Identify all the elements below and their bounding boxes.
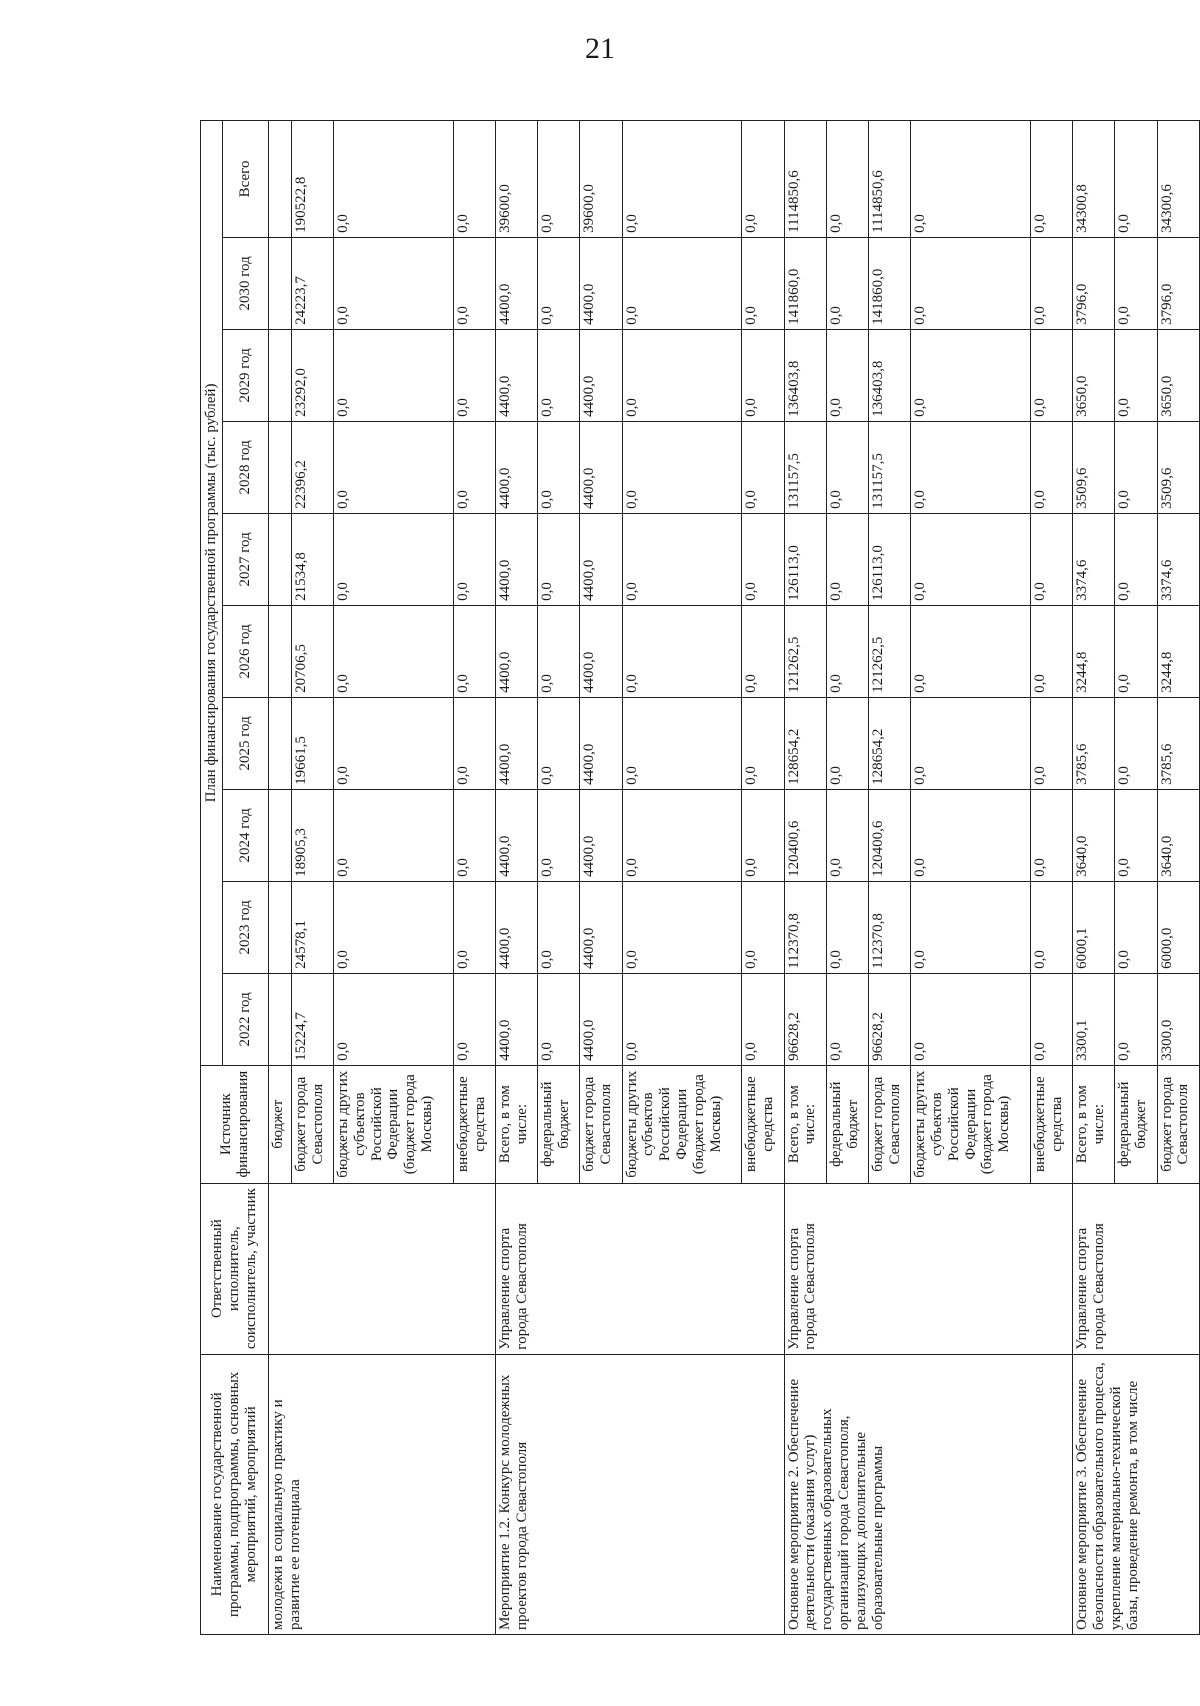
value-cell: 0,0 bbox=[453, 421, 495, 513]
value-cell: 19661,5 bbox=[291, 697, 333, 789]
value-cell: 0,0 bbox=[538, 421, 580, 513]
row-source-cell: бюджеты других субъектов Российской Федерации (бюджет города Москвы) bbox=[334, 1065, 454, 1183]
row-source-cell: внебюджетные средства bbox=[1031, 1065, 1073, 1183]
value-cell: 3244,8 bbox=[1073, 605, 1115, 697]
value-cell: 126113,0 bbox=[784, 513, 826, 605]
value-cell: 0,0 bbox=[742, 237, 784, 329]
value-cell: 0,0 bbox=[538, 881, 580, 973]
value-cell: 4400,0 bbox=[496, 605, 538, 697]
row-source-cell: бюджет города Севастополя bbox=[1157, 1065, 1199, 1183]
value-cell: 1114850,6 bbox=[784, 121, 826, 238]
header-year: 2030 год bbox=[223, 237, 269, 329]
value-cell: 0,0 bbox=[453, 121, 495, 238]
row-name-cell: Основное мероприятие 2. Обеспечение деятельности (оказания услуг) государственных образовательных организаций города Севастополя, реализующих дополнительные образовательные программы bbox=[784, 1354, 1073, 1634]
header-source: Источник финансирования bbox=[201, 1065, 269, 1183]
value-cell: 0,0 bbox=[911, 605, 1031, 697]
row-source-cell: внебюджетные средства bbox=[453, 1065, 495, 1183]
value-cell: 4400,0 bbox=[496, 237, 538, 329]
value-cell: 0,0 bbox=[742, 789, 784, 881]
value-cell: 0,0 bbox=[622, 881, 742, 973]
value-cell: 0,0 bbox=[334, 121, 454, 238]
value-cell: 24578,1 bbox=[291, 881, 333, 973]
value-cell: 0,0 bbox=[453, 237, 495, 329]
value-cell: 0,0 bbox=[334, 789, 454, 881]
value-cell: 0,0 bbox=[334, 237, 454, 329]
value-cell: 0,0 bbox=[911, 697, 1031, 789]
header-year: 2026 год bbox=[223, 605, 269, 697]
value-cell: 0,0 bbox=[334, 881, 454, 973]
value-cell: 0,0 bbox=[911, 789, 1031, 881]
value-cell: 4400,0 bbox=[496, 697, 538, 789]
row-source-cell: бюджет bbox=[269, 1065, 292, 1183]
row-executor-cell: Управление спорта города Севастополя bbox=[784, 1183, 1073, 1354]
value-cell: 136403,8 bbox=[869, 329, 911, 421]
value-cell: 0,0 bbox=[622, 421, 742, 513]
value-cell: 3650,0 bbox=[1073, 329, 1115, 421]
value-cell: 3374,6 bbox=[1073, 513, 1115, 605]
value-cell: 128654,2 bbox=[784, 697, 826, 789]
value-cell: 22396,2 bbox=[291, 421, 333, 513]
value-cell: 4400,0 bbox=[580, 237, 622, 329]
value-cell bbox=[269, 421, 292, 513]
value-cell: 0,0 bbox=[334, 421, 454, 513]
value-cell: 3509,6 bbox=[1157, 421, 1199, 513]
value-cell: 96628,2 bbox=[869, 973, 911, 1065]
header-name: Наименование государственной программы, подпрограммы, основных мероприятий, мероприятий bbox=[201, 1354, 269, 1634]
value-cell: 0,0 bbox=[622, 697, 742, 789]
value-cell: 0,0 bbox=[1031, 513, 1073, 605]
value-cell: 0,0 bbox=[1115, 697, 1157, 789]
value-cell: 0,0 bbox=[826, 605, 868, 697]
value-cell: 39600,0 bbox=[496, 121, 538, 238]
value-cell: 126113,0 bbox=[869, 513, 911, 605]
row-executor-cell: Управление спорта города Севастополя bbox=[1073, 1183, 1200, 1354]
value-cell: 0,0 bbox=[911, 121, 1031, 238]
header-year: 2022 год bbox=[223, 973, 269, 1065]
row-source-cell: бюджеты других субъектов Российской Федерации (бюджет города Москвы) bbox=[622, 1065, 742, 1183]
row-source-cell: Всего, в том числе: bbox=[784, 1065, 826, 1183]
row-source-cell: Всего, в том числе: bbox=[496, 1065, 538, 1183]
value-cell: 0,0 bbox=[1115, 973, 1157, 1065]
table-row bbox=[269, 121, 292, 1635]
value-cell: 0,0 bbox=[334, 697, 454, 789]
value-cell: 3300,0 bbox=[1157, 973, 1199, 1065]
value-cell: 120400,6 bbox=[869, 789, 911, 881]
value-cell: 0,0 bbox=[334, 513, 454, 605]
page-number: 21 bbox=[585, 32, 615, 65]
value-cell: 0,0 bbox=[538, 697, 580, 789]
row-source-cell: бюджет города Севастополя bbox=[869, 1065, 911, 1183]
row-source-cell: Всего, в том числе: bbox=[1073, 1065, 1115, 1183]
value-cell bbox=[269, 697, 292, 789]
value-cell: 96628,2 bbox=[784, 973, 826, 1065]
value-cell: 131157,5 bbox=[784, 421, 826, 513]
value-cell: 3785,6 bbox=[1073, 697, 1115, 789]
value-cell: 0,0 bbox=[453, 789, 495, 881]
row-source-cell: бюджеты других субъектов Российской Федерации (бюджет города Москвы) bbox=[911, 1065, 1031, 1183]
value-cell: 23292,0 bbox=[291, 329, 333, 421]
financing-table bbox=[200, 120, 1200, 1635]
value-cell: 0,0 bbox=[1115, 513, 1157, 605]
value-cell: 0,0 bbox=[1115, 789, 1157, 881]
row-name-cell: молодежи в социальную практику и развитие ее потенциала bbox=[269, 1354, 496, 1634]
value-cell: 0,0 bbox=[1031, 881, 1073, 973]
value-cell: 121262,5 bbox=[784, 605, 826, 697]
header-year: 2029 год bbox=[223, 329, 269, 421]
value-cell: 0,0 bbox=[826, 697, 868, 789]
value-cell: 4400,0 bbox=[580, 421, 622, 513]
value-cell: 4400,0 bbox=[496, 421, 538, 513]
value-cell bbox=[269, 121, 292, 238]
value-cell: 0,0 bbox=[826, 121, 868, 238]
value-cell: 0,0 bbox=[453, 881, 495, 973]
row-source-cell: федеральный бюджет bbox=[538, 1065, 580, 1183]
value-cell: 0,0 bbox=[1031, 973, 1073, 1065]
value-cell: 0,0 bbox=[538, 513, 580, 605]
value-cell: 0,0 bbox=[742, 513, 784, 605]
value-cell: 4400,0 bbox=[580, 513, 622, 605]
value-cell: 0,0 bbox=[1031, 697, 1073, 789]
value-cell: 0,0 bbox=[1031, 789, 1073, 881]
value-cell: 112370,8 bbox=[784, 881, 826, 973]
value-cell: 24223,7 bbox=[291, 237, 333, 329]
table-row bbox=[1073, 121, 1115, 1635]
value-cell: 190522,8 bbox=[291, 121, 333, 238]
value-cell: 3640,0 bbox=[1157, 789, 1199, 881]
value-cell: 4400,0 bbox=[496, 973, 538, 1065]
value-cell: 3300,1 bbox=[1073, 973, 1115, 1065]
header-year: 2025 год bbox=[223, 697, 269, 789]
header-year: 2027 год bbox=[223, 513, 269, 605]
header-year: 2024 год bbox=[223, 789, 269, 881]
value-cell: 0,0 bbox=[622, 789, 742, 881]
value-cell: 0,0 bbox=[742, 973, 784, 1065]
value-cell: 4400,0 bbox=[496, 329, 538, 421]
row-executor-cell bbox=[269, 1183, 496, 1354]
value-cell bbox=[269, 789, 292, 881]
value-cell: 0,0 bbox=[911, 237, 1031, 329]
value-cell: 1114850,6 bbox=[869, 121, 911, 238]
value-cell: 136403,8 bbox=[784, 329, 826, 421]
header-plan: План финансирования государственной программы (тыс. рублей) bbox=[201, 121, 223, 1066]
value-cell: 3796,0 bbox=[1157, 237, 1199, 329]
value-cell: 0,0 bbox=[826, 237, 868, 329]
value-cell: 3374,6 bbox=[1157, 513, 1199, 605]
value-cell: 4400,0 bbox=[496, 513, 538, 605]
value-cell: 3244,8 bbox=[1157, 605, 1199, 697]
value-cell: 0,0 bbox=[622, 513, 742, 605]
value-cell: 4400,0 bbox=[580, 329, 622, 421]
value-cell: 0,0 bbox=[1115, 237, 1157, 329]
value-cell: 0,0 bbox=[742, 421, 784, 513]
value-cell: 0,0 bbox=[1031, 421, 1073, 513]
value-cell: 0,0 bbox=[538, 329, 580, 421]
value-cell: 34300,6 bbox=[1157, 121, 1199, 238]
value-cell: 0,0 bbox=[742, 881, 784, 973]
value-cell: 15224,7 bbox=[291, 973, 333, 1065]
value-cell: 3785,6 bbox=[1157, 697, 1199, 789]
value-cell: 0,0 bbox=[538, 237, 580, 329]
value-cell bbox=[269, 513, 292, 605]
value-cell: 0,0 bbox=[453, 513, 495, 605]
value-cell: 4400,0 bbox=[496, 789, 538, 881]
row-source-cell: бюджет города Севастополя bbox=[291, 1065, 333, 1183]
value-cell: 120400,6 bbox=[784, 789, 826, 881]
header-year: 2028 год bbox=[223, 421, 269, 513]
value-cell: 0,0 bbox=[453, 973, 495, 1065]
value-cell: 39600,0 bbox=[580, 121, 622, 238]
value-cell: 131157,5 bbox=[869, 421, 911, 513]
value-cell: 20706,5 bbox=[291, 605, 333, 697]
value-cell: 0,0 bbox=[334, 329, 454, 421]
value-cell: 141860,0 bbox=[869, 237, 911, 329]
value-cell: 3640,0 bbox=[1073, 789, 1115, 881]
value-cell: 0,0 bbox=[742, 121, 784, 238]
value-cell bbox=[269, 329, 292, 421]
value-cell bbox=[269, 237, 292, 329]
value-cell: 4400,0 bbox=[496, 881, 538, 973]
value-cell: 0,0 bbox=[911, 513, 1031, 605]
row-executor-cell: Управление спорта города Севастополя bbox=[496, 1183, 785, 1354]
value-cell bbox=[269, 973, 292, 1065]
value-cell: 0,0 bbox=[1031, 121, 1073, 238]
value-cell: 0,0 bbox=[622, 121, 742, 238]
value-cell: 0,0 bbox=[826, 421, 868, 513]
value-cell: 0,0 bbox=[1115, 605, 1157, 697]
value-cell: 0,0 bbox=[826, 789, 868, 881]
table-body bbox=[269, 121, 1200, 1635]
value-cell bbox=[269, 881, 292, 973]
value-cell: 0,0 bbox=[334, 605, 454, 697]
table-row bbox=[496, 121, 538, 1635]
value-cell: 3650,0 bbox=[1157, 329, 1199, 421]
value-cell: 0,0 bbox=[742, 605, 784, 697]
row-source-cell: федеральный бюджет bbox=[1115, 1065, 1157, 1183]
value-cell bbox=[269, 605, 292, 697]
value-cell: 0,0 bbox=[453, 697, 495, 789]
value-cell: 141860,0 bbox=[784, 237, 826, 329]
value-cell: 4400,0 bbox=[580, 881, 622, 973]
value-cell: 34300,8 bbox=[1073, 121, 1115, 238]
value-cell: 112370,8 bbox=[869, 881, 911, 973]
value-cell: 0,0 bbox=[911, 329, 1031, 421]
value-cell: 0,0 bbox=[1115, 421, 1157, 513]
value-cell: 3509,6 bbox=[1073, 421, 1115, 513]
value-cell: 0,0 bbox=[453, 605, 495, 697]
value-cell: 3796,0 bbox=[1073, 237, 1115, 329]
value-cell: 0,0 bbox=[538, 605, 580, 697]
value-cell: 0,0 bbox=[1031, 605, 1073, 697]
value-cell: 0,0 bbox=[538, 973, 580, 1065]
table-row bbox=[784, 121, 826, 1635]
value-cell: 4400,0 bbox=[580, 973, 622, 1065]
value-cell: 0,0 bbox=[826, 973, 868, 1065]
value-cell: 21534,8 bbox=[291, 513, 333, 605]
value-cell: 0,0 bbox=[1115, 881, 1157, 973]
value-cell: 0,0 bbox=[622, 329, 742, 421]
header-year: 2023 год bbox=[223, 881, 269, 973]
value-cell: 0,0 bbox=[826, 513, 868, 605]
value-cell: 0,0 bbox=[538, 789, 580, 881]
row-source-cell: бюджет города Севастополя bbox=[580, 1065, 622, 1183]
value-cell: 0,0 bbox=[538, 121, 580, 238]
header-year: Всего bbox=[223, 121, 269, 238]
value-cell: 0,0 bbox=[1115, 329, 1157, 421]
value-cell: 0,0 bbox=[453, 329, 495, 421]
header-executor: Ответственный исполнитель, соисполнитель, участник bbox=[201, 1183, 269, 1354]
value-cell: 0,0 bbox=[622, 973, 742, 1065]
row-name-cell: Мероприятие 1.2. Конкурс молодежных проектов города Севастополя bbox=[496, 1354, 785, 1634]
value-cell: 0,0 bbox=[742, 697, 784, 789]
value-cell: 0,0 bbox=[1115, 121, 1157, 238]
value-cell: 0,0 bbox=[826, 329, 868, 421]
value-cell: 18905,3 bbox=[291, 789, 333, 881]
value-cell: 128654,2 bbox=[869, 697, 911, 789]
row-source-cell: внебюджетные средства bbox=[742, 1065, 784, 1183]
value-cell: 0,0 bbox=[1031, 329, 1073, 421]
value-cell: 0,0 bbox=[911, 421, 1031, 513]
row-name-cell: Основное мероприятие 3. Обеспечение безопасности образовательного процесса, укрепление материально-технической базы, проведение ремонта, в том числе bbox=[1073, 1354, 1200, 1634]
value-cell: 0,0 bbox=[742, 329, 784, 421]
value-cell: 4400,0 bbox=[580, 697, 622, 789]
value-cell: 0,0 bbox=[911, 881, 1031, 973]
value-cell: 121262,5 bbox=[869, 605, 911, 697]
value-cell: 0,0 bbox=[1031, 237, 1073, 329]
value-cell: 0,0 bbox=[622, 237, 742, 329]
value-cell: 4400,0 bbox=[580, 605, 622, 697]
value-cell: 0,0 bbox=[334, 973, 454, 1065]
value-cell: 0,0 bbox=[911, 973, 1031, 1065]
financing-table-rotated bbox=[200, 120, 1200, 1635]
value-cell: 0,0 bbox=[622, 605, 742, 697]
value-cell: 6000,1 bbox=[1073, 881, 1115, 973]
value-cell: 0,0 bbox=[826, 881, 868, 973]
row-source-cell: федеральный бюджет bbox=[826, 1065, 868, 1183]
value-cell: 4400,0 bbox=[580, 789, 622, 881]
value-cell: 6000,0 bbox=[1157, 881, 1199, 973]
